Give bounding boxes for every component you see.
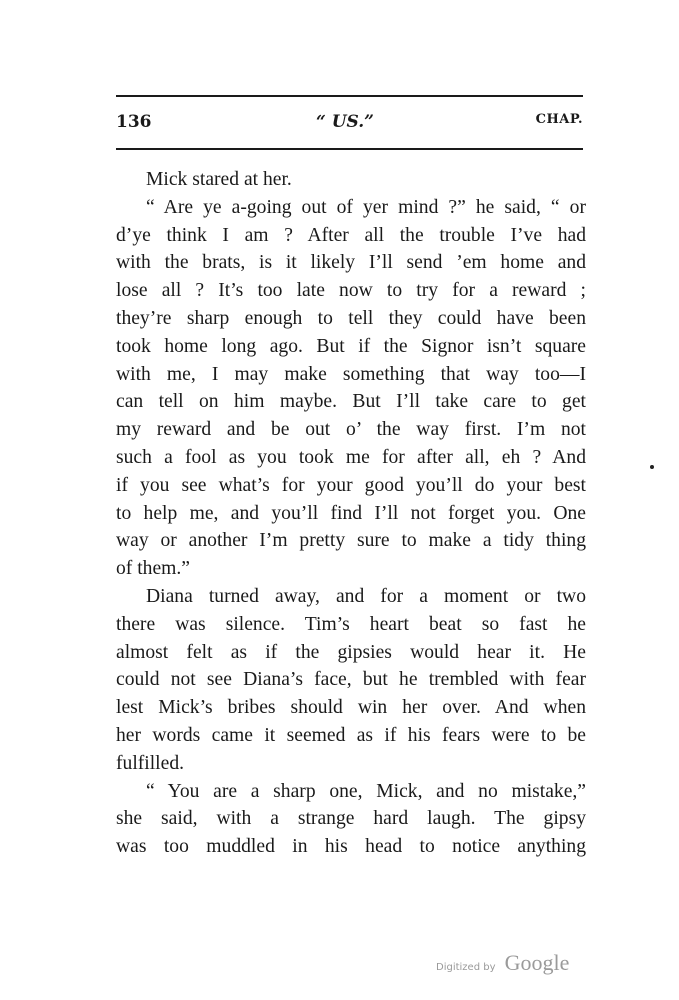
text-line: d’ye think I am ? After all the trouble I’ve had [116,224,586,246]
watermark-prefix: Digitized by [436,962,496,973]
text-line: she said, with a strange hard laugh. The gipsy [116,808,586,830]
text-line: to help me, and you’ll find I’ll not forget you. One [116,502,586,524]
text-line: “ You are a sharp one, Mick, and no mistake,” [146,780,586,802]
header-rule-bottom [116,148,583,150]
text-line: lose all ? It’s too late now to try for a reward ; [116,280,586,302]
text-line: there was silence. Tim’s heart beat so fast he [116,613,586,635]
text-line: “ Are ye a-going out of yer mind ?” he said, “ or [146,196,586,218]
text-line: of them.” [116,558,190,580]
watermark-brand: Google [504,950,570,975]
header-rule-top [116,95,583,97]
text-line: took home long ago. But if the Signor isn’t square [116,335,586,357]
text-line: way or another I’m pretty sure to make a tidy thing [116,530,586,552]
text-line: fulfilled. [116,752,185,774]
text-line: lest Mick’s bribes should win her over. And when [116,697,586,719]
text-line: with me, I may make something that way too—I [116,363,586,385]
text-line: they’re sharp enough to tell they could have been [116,307,586,329]
text-line: can tell on him maybe. But I’ll take care to get [116,391,586,413]
text-line: such a fool as you took me for after all, eh ? And [116,446,586,468]
running-title: “ US.” [316,112,374,132]
text-line: with the brats, is it likely I’ll send ’em home and [116,252,586,274]
text-line: almost felt as if the gipsies would hear it. He [116,641,586,663]
page-body [116,166,586,861]
text-line: was too muddled in his head to notice anything [116,836,586,858]
margin-mark [650,465,654,469]
text-line: if you see what’s for your good you’ll do your best [116,474,586,496]
text-line: Mick stared at her. [146,169,292,190]
digitized-watermark [436,950,569,976]
text-line: could not see Diana’s face, but he trembled with fear [116,669,586,691]
text-line: Diana turned away, and for a moment or two [146,585,586,607]
chapter-abbrev: CHAP. [535,112,583,127]
text-line: her words came it seemed as if his fears were to be [116,724,586,746]
page-number: 136 [116,112,152,132]
text-line: my reward and be out o’ the way first. I’m not [116,419,586,441]
